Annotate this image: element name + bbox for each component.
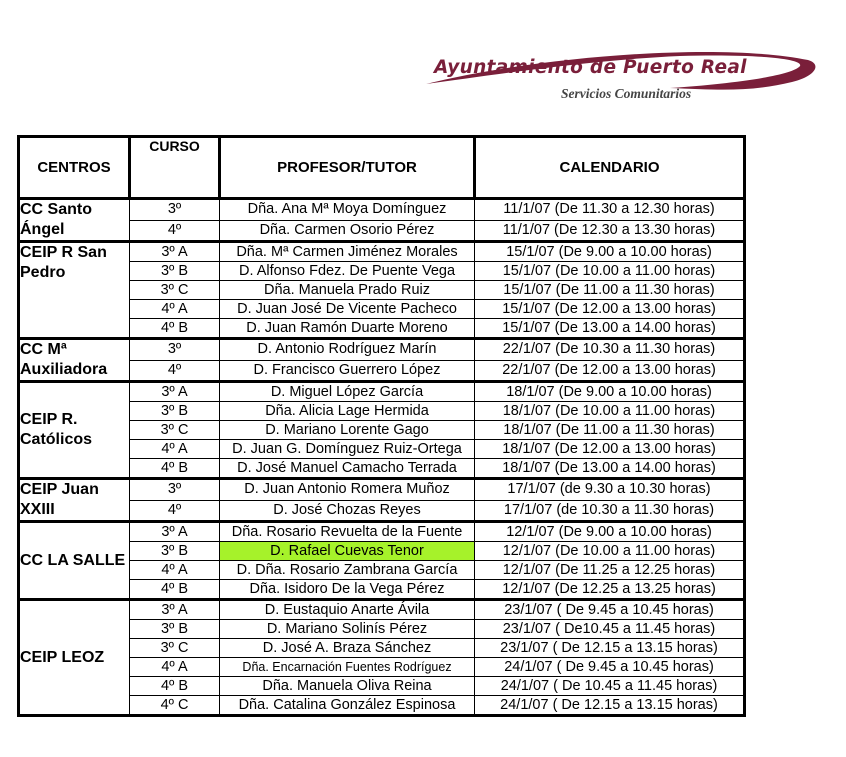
curso-cell: 3º A xyxy=(130,522,220,542)
profesor-cell: D. José A. Braza Sánchez xyxy=(220,639,475,658)
curso-cell: 3º B xyxy=(130,262,220,281)
header-calendario: CALENDARIO xyxy=(475,137,745,199)
table-row xyxy=(19,479,745,501)
calendario-cell: 12/1/07 (De 11.25 a 12.25 horas) xyxy=(475,561,745,580)
table-row xyxy=(19,600,745,620)
calendario-cell: 23/1/07 ( De 12.15 a 13.15 horas) xyxy=(475,639,745,658)
curso-cell: 4º A xyxy=(130,561,220,580)
profesor-cell: D. Juan G. Domínguez Ruiz-Ortega xyxy=(220,440,475,459)
table-row xyxy=(19,382,745,402)
schedule-table xyxy=(17,135,746,717)
header-row xyxy=(19,137,745,199)
curso-cell: 3º A xyxy=(130,600,220,620)
curso-cell: 3º A xyxy=(130,242,220,262)
profesor-cell: Dña. Manuela Oliva Reina xyxy=(220,677,475,696)
curso-cell: 3º B xyxy=(130,542,220,561)
centro-cell: CEIP R San Pedro xyxy=(19,242,130,339)
calendario-cell: 15/1/07 (De 11.00 a 11.30 horas) xyxy=(475,281,745,300)
table-row xyxy=(19,339,745,361)
calendario-cell: 22/1/07 (De 12.00 a 13.00 horas) xyxy=(475,360,745,382)
curso-cell: 3º B xyxy=(130,620,220,639)
centro-cell: CEIP LEOZ xyxy=(19,600,130,716)
calendario-cell: 12/1/07 (De 12.25 a 13.25 horas) xyxy=(475,580,745,600)
profesor-cell: D. Miguel López García xyxy=(220,382,475,402)
calendario-cell: 18/1/07 (De 11.00 a 11.30 horas) xyxy=(475,421,745,440)
municipal-logo xyxy=(420,44,820,104)
profesor-cell: D. Rafael Cuevas Tenor xyxy=(220,542,475,561)
calendario-cell: 24/1/07 ( De 10.45 a 11.45 horas) xyxy=(475,677,745,696)
profesor-cell: Dña. Catalina González Espinosa xyxy=(220,696,475,716)
curso-cell: 4º A xyxy=(130,658,220,677)
calendario-cell: 11/1/07 (De 11.30 a 12.30 horas) xyxy=(475,199,745,221)
curso-cell: 4º B xyxy=(130,459,220,479)
schedule-body xyxy=(19,199,745,716)
calendario-cell: 18/1/07 (De 10.00 a 11.00 horas) xyxy=(475,402,745,421)
profesor-cell: D. Mariano Lorente Gago xyxy=(220,421,475,440)
curso-cell: 3º C xyxy=(130,421,220,440)
curso-cell: 4º C xyxy=(130,696,220,716)
profesor-cell: Dña. Manuela Prado Ruiz xyxy=(220,281,475,300)
profesor-cell: D. Juan José De Vicente Pacheco xyxy=(220,300,475,319)
profesor-cell: D. Francisco Guerrero López xyxy=(220,360,475,382)
curso-cell: 4º B xyxy=(130,677,220,696)
header-centros: CENTROS xyxy=(19,137,130,199)
calendario-cell: 22/1/07 (De 10.30 a 11.30 horas) xyxy=(475,339,745,361)
table-row xyxy=(19,199,745,221)
profesor-cell: D. Juan Ramón Duarte Moreno xyxy=(220,319,475,339)
curso-cell: 4º A xyxy=(130,440,220,459)
calendario-cell: 12/1/07 (De 9.00 a 10.00 horas) xyxy=(475,522,745,542)
curso-cell: 4º xyxy=(130,360,220,382)
header-profesor: PROFESOR/TUTOR xyxy=(220,137,475,199)
curso-cell: 3º xyxy=(130,479,220,501)
calendario-cell: 24/1/07 ( De 12.15 a 13.15 horas) xyxy=(475,696,745,716)
profesor-cell: D. Mariano Solinís Pérez xyxy=(220,620,475,639)
centro-cell: CC Santo Ángel xyxy=(19,199,130,242)
calendario-cell: 15/1/07 (De 13.00 a 14.00 horas) xyxy=(475,319,745,339)
profesor-cell: Dña. Isidoro De la Vega Pérez xyxy=(220,580,475,600)
table-row xyxy=(19,522,745,542)
profesor-cell: D. Eustaquio Anarte Ávila xyxy=(220,600,475,620)
centro-cell: CEIP R. Católicos xyxy=(19,382,130,479)
profesor-cell: Dña. Mª Carmen Jiménez Morales xyxy=(220,242,475,262)
curso-cell: 4º xyxy=(130,220,220,242)
profesor-cell: D. José Chozas Reyes xyxy=(220,500,475,522)
profesor-cell: Dña. Rosario Revuelta de la Fuente xyxy=(220,522,475,542)
profesor-cell: Dña. Ana Mª Moya Domínguez xyxy=(220,199,475,221)
curso-cell: 4º xyxy=(130,500,220,522)
profesor-cell: D. Dña. Rosario Zambrana García xyxy=(220,561,475,580)
profesor-cell: Dña. Alicia Lage Hermida xyxy=(220,402,475,421)
calendario-cell: 18/1/07 (De 9.00 a 10.00 horas) xyxy=(475,382,745,402)
curso-cell: 4º B xyxy=(130,319,220,339)
calendario-cell: 17/1/07 (de 9.30 a 10.30 horas) xyxy=(475,479,745,501)
table-row xyxy=(19,242,745,262)
calendario-cell: 23/1/07 ( De 9.45 a 10.45 horas) xyxy=(475,600,745,620)
profesor-cell: D. Juan Antonio Romera Muñoz xyxy=(220,479,475,501)
curso-cell: 3º xyxy=(130,339,220,361)
curso-cell: 3º C xyxy=(130,639,220,658)
calendario-cell: 15/1/07 (De 10.00 a 11.00 horas) xyxy=(475,262,745,281)
curso-cell: 3º B xyxy=(130,402,220,421)
calendario-cell: 12/1/07 (De 10.00 a 11.00 horas) xyxy=(475,542,745,561)
curso-cell: 3º A xyxy=(130,382,220,402)
profesor-cell: Dña. Encarnación Fuentes Rodríguez xyxy=(220,658,475,677)
centro-cell: CC LA SALLE xyxy=(19,522,130,600)
profesor-cell: D. Antonio Rodríguez Marín xyxy=(220,339,475,361)
calendario-cell: 18/1/07 (De 12.00 a 13.00 horas) xyxy=(475,440,745,459)
calendario-cell: 15/1/07 (De 12.00 a 13.00 horas) xyxy=(475,300,745,319)
curso-cell: 4º A xyxy=(130,300,220,319)
profesor-cell: D. José Manuel Camacho Terrada xyxy=(220,459,475,479)
curso-cell: 4º B xyxy=(130,580,220,600)
calendario-cell: 18/1/07 (De 13.00 a 14.00 horas) xyxy=(475,459,745,479)
calendario-cell: 15/1/07 (De 9.00 a 10.00 horas) xyxy=(475,242,745,262)
header-curso: CURSO xyxy=(130,137,220,199)
logo-subtitle: Servicios Comunitarios xyxy=(561,86,692,101)
curso-cell: 3º xyxy=(130,199,220,221)
profesor-cell: Dña. Carmen Osorio Pérez xyxy=(220,220,475,242)
centro-cell: CEIP Juan XXIII xyxy=(19,479,130,522)
calendario-cell: 17/1/07 (de 10.30 a 11.30 horas) xyxy=(475,500,745,522)
curso-cell: 3º C xyxy=(130,281,220,300)
calendario-cell: 11/1/07 (De 12.30 a 13.30 horas) xyxy=(475,220,745,242)
profesor-cell: D. Alfonso Fdez. De Puente Vega xyxy=(220,262,475,281)
centro-cell: CC Mª Auxiliadora xyxy=(19,339,130,382)
logo-title: Ayuntamiento de Puerto Real xyxy=(434,57,747,78)
calendario-cell: 23/1/07 ( De10.45 a 11.45 horas) xyxy=(475,620,745,639)
calendario-cell: 24/1/07 ( De 9.45 a 10.45 horas) xyxy=(475,658,745,677)
